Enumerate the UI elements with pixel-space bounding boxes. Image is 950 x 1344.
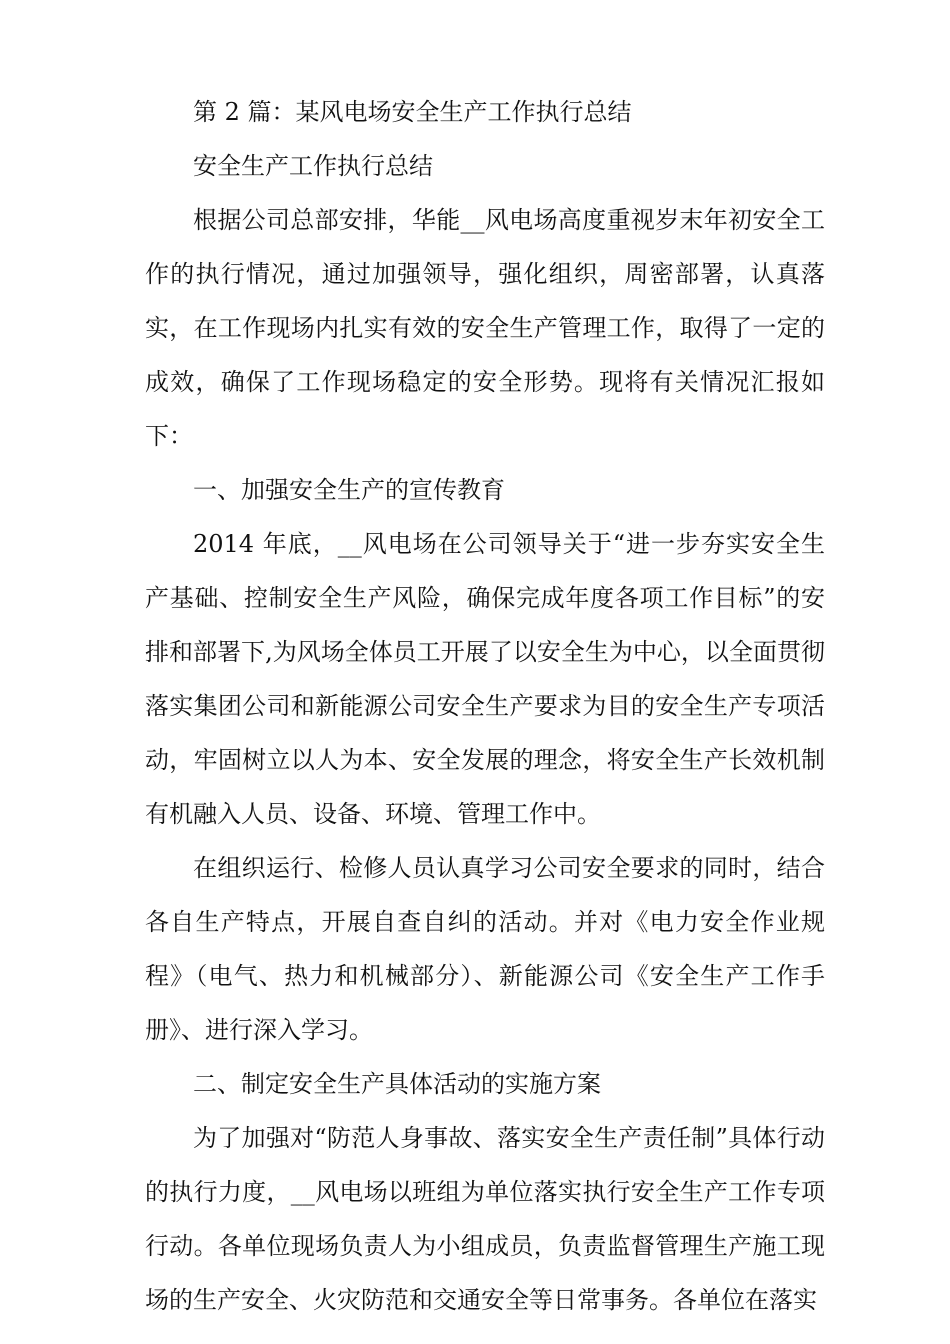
section-heading-1: 一、加强安全生产的宣传教育 <box>193 476 505 504</box>
section-heading-2: 二、制定安全生产具体活动的实施方案 <box>193 1070 601 1098</box>
document-body <box>145 85 825 1327</box>
paragraph-intro: 根据公司总部安排，华能__风电场高度重视岁末年初安全工作的执行情况，通过加强领导，强化组织，周密部署，认真落实，在工作现场内扎实有效的安全生产管理工作，取得了一定的成效，确保了工作现场稳定的安全形势。现将有关情况汇报如下： <box>145 206 825 450</box>
paragraph-implementation: 为了加强对“防范人身事故、落实安全生产责任制”具体行动的执行力度，__风电场以班组为单位落实执行安全生产工作专项行动。各单位现场负责人为小组成员，负责监督管理生产施工现场的生产安全、火灾防范和交通安全等日常事务。各单位在落实 <box>145 1124 825 1314</box>
paragraph-campaign: 2014 年底，__风电场在公司领导关于“进一步夯实安全生产基础、控制安全生产风险，确保完成年度各项工作目标”的安排和部署下,为风场全体员工开展了以安全生为中心，以全面贯彻落实集团公司和新能源公司安全生产要求为目的安全生产专项活动，牢固树立以人为本、安全发展的理念，将安全生产长效机制有机融入人员、设备、环境、管理工作中。 <box>145 530 825 828</box>
document-subtitle: 安全生产工作执行总结 <box>193 152 433 180</box>
paragraph-study: 在组织运行、检修人员认真学习公司安全要求的同时，结合各自生产特点，开展自查自纠的活动。并对《电力安全作业规程》（电气、热力和机械部分）、新能源公司《安全生产工作手册》、进行深入学习。 <box>145 854 825 1044</box>
document-title: 第 2 篇：某风电场安全生产工作执行总结 <box>193 98 632 126</box>
